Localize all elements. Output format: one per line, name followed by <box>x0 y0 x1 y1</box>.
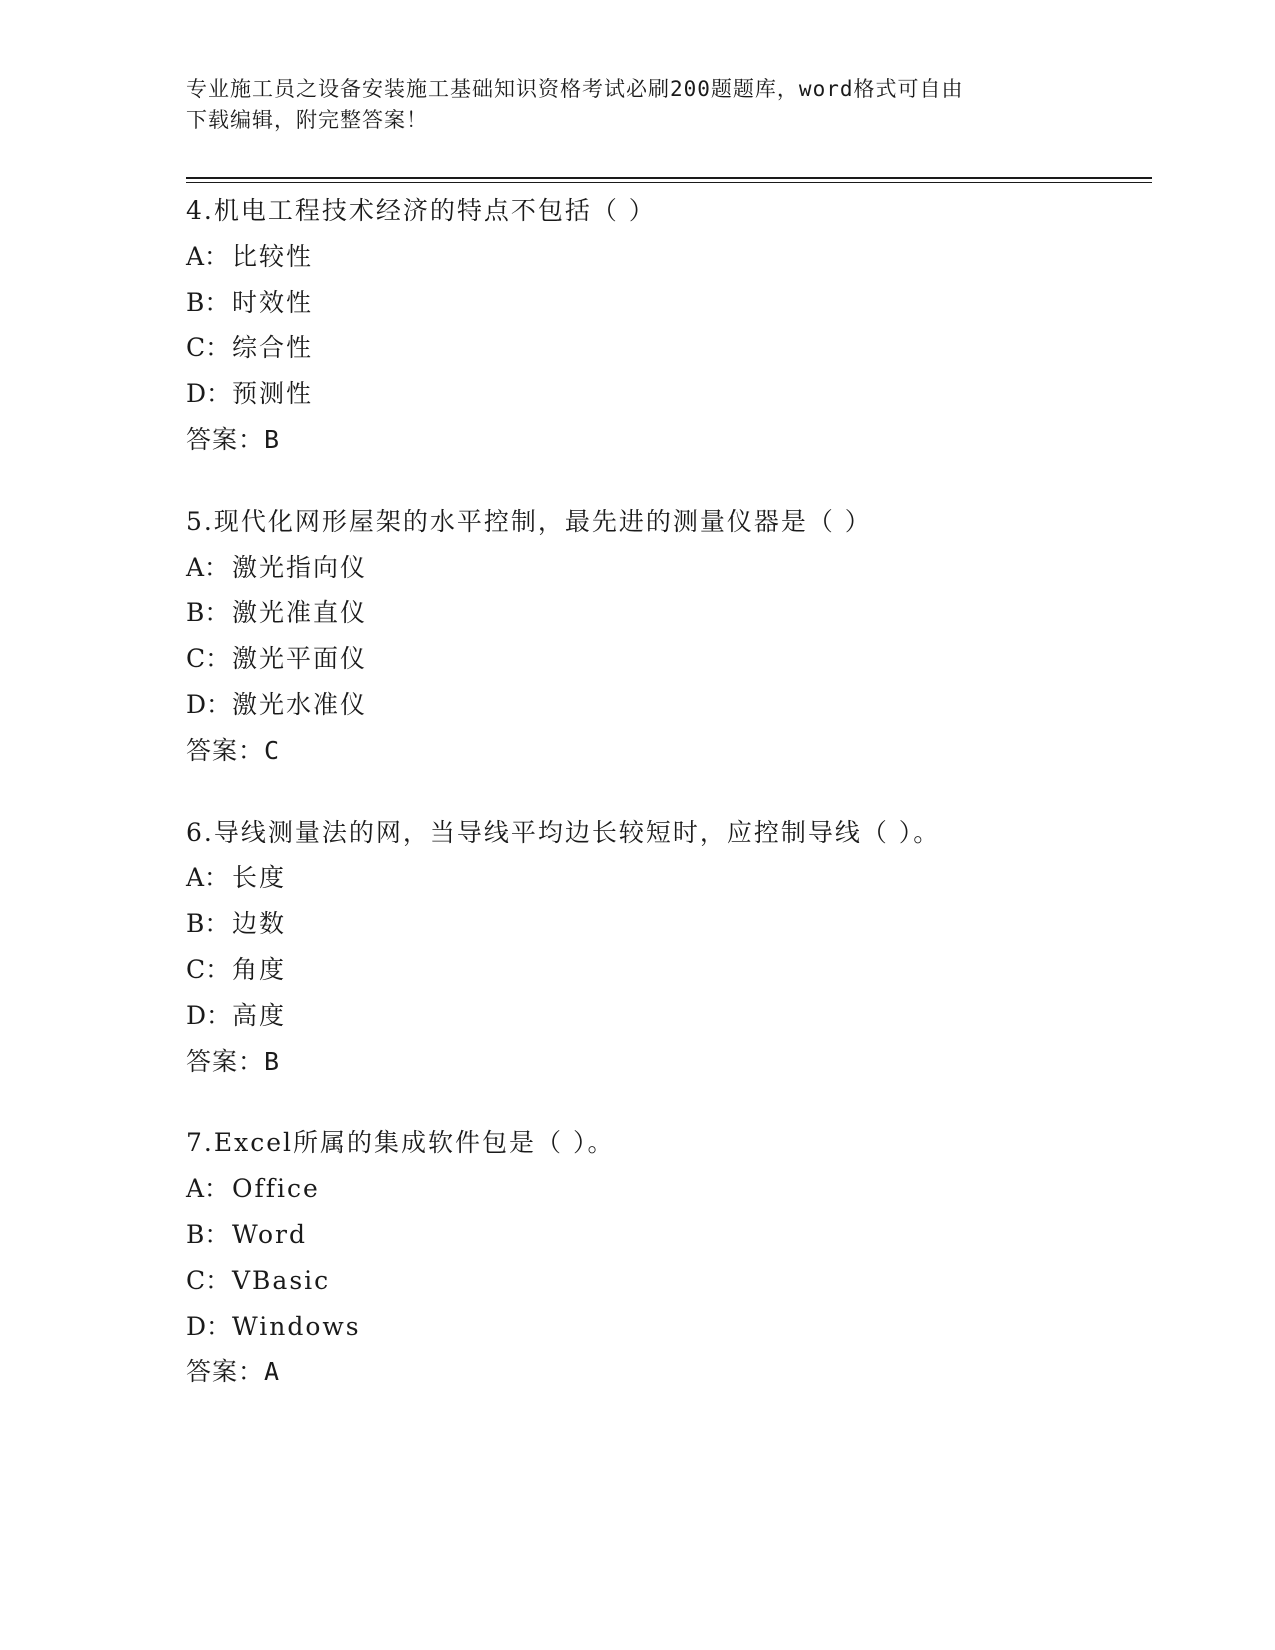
answer-line: 答案：B <box>186 1046 281 1076</box>
option-text: 高度 <box>232 1000 287 1030</box>
answer-line: 答案：C <box>186 735 281 765</box>
option-d <box>186 993 1152 1039</box>
option-text: 时效性 <box>232 287 314 317</box>
option-a <box>186 855 1152 901</box>
header-line-1: 专业施工员之设备安装施工基础知识资格考试必刷200题题库，word格式可自由 <box>186 77 964 101</box>
question-list <box>186 188 1152 1431</box>
option-b <box>186 901 1152 947</box>
option-text: 激光准直仪 <box>232 598 368 628</box>
option-b <box>186 1212 1152 1258</box>
option-text: Windows <box>232 1311 361 1341</box>
option-key: B： <box>186 909 230 939</box>
question-5 <box>186 499 1152 774</box>
option-b <box>186 590 1152 636</box>
question-title: 6.导线测量法的网，当导线平均边长较短时，应控制导线（ ）。 <box>186 817 941 847</box>
option-key: A： <box>186 1174 230 1204</box>
option-text: 综合性 <box>232 333 314 363</box>
option-d <box>186 1304 1152 1350</box>
option-text: 激光平面仪 <box>232 644 368 674</box>
option-key: D： <box>186 379 232 409</box>
question-4 <box>186 188 1152 463</box>
document-header <box>186 74 1066 136</box>
option-text: VBasic <box>232 1265 331 1295</box>
option-text: 激光指向仪 <box>232 552 368 582</box>
option-key: D： <box>186 689 232 719</box>
option-key: B： <box>186 598 230 628</box>
option-c <box>186 325 1152 371</box>
option-c <box>186 1258 1152 1304</box>
question-title: 7.Excel所属的集成软件包是（ ）。 <box>186 1128 615 1158</box>
option-key: D： <box>186 1000 232 1030</box>
option-key: C： <box>186 954 231 984</box>
option-text: 角度 <box>232 954 287 984</box>
option-a <box>186 234 1152 280</box>
option-key: B： <box>186 1219 230 1249</box>
option-key: A： <box>186 863 230 893</box>
answer-line: 答案：B <box>186 424 281 454</box>
option-c <box>186 947 1152 993</box>
option-d <box>186 371 1152 417</box>
question-7 <box>186 1120 1152 1395</box>
option-key: C： <box>186 333 231 363</box>
option-text: 预测性 <box>232 379 314 409</box>
option-a <box>186 545 1152 591</box>
option-b <box>186 280 1152 326</box>
option-d <box>186 682 1152 728</box>
option-key: B： <box>186 287 230 317</box>
answer-line: 答案：A <box>186 1357 281 1387</box>
option-text: 激光水准仪 <box>232 689 368 719</box>
question-title: 4.机电工程技术经济的特点不包括（ ） <box>186 196 656 225</box>
option-text: 比较性 <box>232 241 314 271</box>
option-key: C： <box>186 644 231 674</box>
option-key: A： <box>186 241 230 271</box>
question-6 <box>186 810 1152 1085</box>
header-divider-thick <box>186 177 1152 179</box>
option-c <box>186 636 1152 682</box>
option-key: D： <box>186 1311 232 1341</box>
option-text: 边数 <box>232 909 287 939</box>
option-text: Office <box>232 1174 320 1204</box>
option-text: 长度 <box>232 863 287 893</box>
header-line-2: 下载编辑，附完整答案！ <box>186 108 428 132</box>
question-title: 5.现代化网形屋架的水平控制，最先进的测量仪器是（ ） <box>186 506 872 536</box>
option-key: C： <box>186 1265 231 1295</box>
option-key: A： <box>186 552 230 582</box>
header-divider-thin <box>186 182 1152 183</box>
option-a <box>186 1166 1152 1212</box>
option-text: Word <box>232 1219 308 1249</box>
